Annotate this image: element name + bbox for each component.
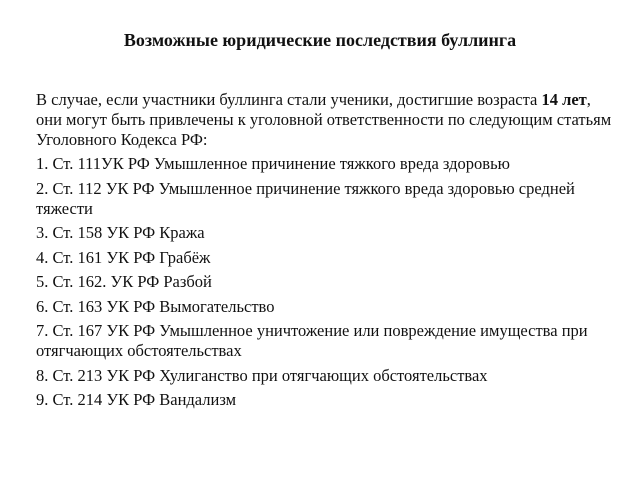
- intro-text-end: , они могут быть привлечены к уголовной ответственности по следующим статьям Уголовного Кодекса РФ:: [36, 90, 612, 149]
- list-item: 3. Ст. 158 УК РФ Кража: [36, 223, 205, 242]
- slide-title: Возможные юридические последствия буллинга: [123, 30, 517, 50]
- intro-age-highlight: 14 лет: [541, 90, 587, 109]
- list-item: 1. Ст. 111УК РФ Умышленное причинение тяжкого вреда здоровью: [36, 154, 510, 173]
- list-item: 6. Ст. 163 УК РФ Вымогательство: [36, 296, 275, 316]
- slide-body: [36, 90, 612, 415]
- list-item: 7. Ст. 167 УК РФ Умышленное уничтожение или повреждение имущества при отягчающих обстоятельствах: [36, 321, 588, 360]
- list-item: 8. Ст. 213 УК РФ Хулиганство при отягчающих обстоятельствах: [36, 365, 488, 385]
- list-item: 2. Ст. 112 УК РФ Умышленное причинение тяжкого вреда здоровью средней тяжести: [36, 178, 575, 218]
- articles-list: [36, 154, 612, 410]
- intro-text-start: В случае, если участники буллинга стали ученики, достигшие возраста: [36, 90, 542, 109]
- intro-paragraph: [36, 90, 612, 150]
- list-item: 9. Ст. 214 УК РФ Вандализм: [36, 390, 237, 409]
- list-item: 5. Ст. 162. УК РФ Разбой: [36, 272, 212, 291]
- list-item: 4. Ст. 161 УК РФ Грабёж: [36, 247, 211, 267]
